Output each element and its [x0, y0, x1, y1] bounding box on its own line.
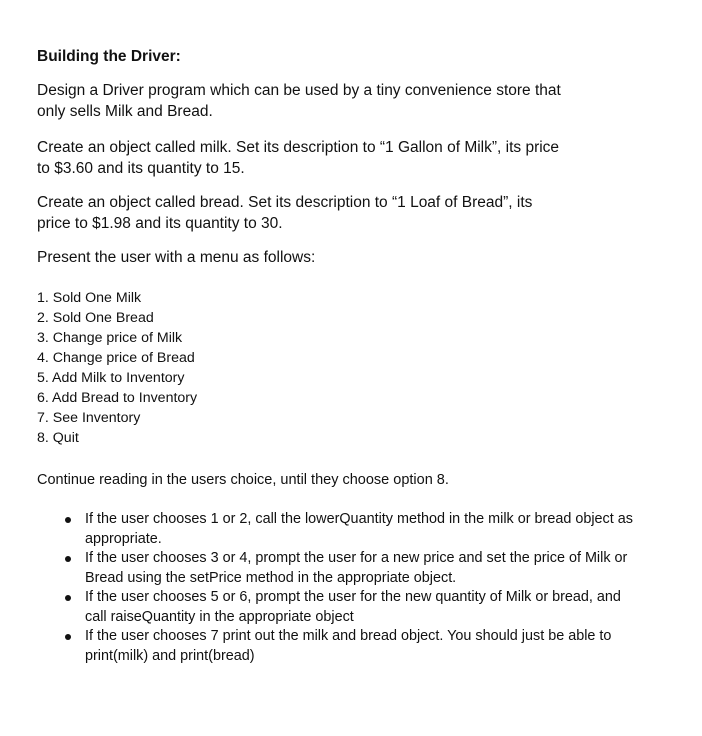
bullet-line: Bread using the setPrice method in the appropriate object. — [85, 569, 457, 586]
bullet-line: appropriate. — [85, 530, 162, 547]
bullet-icon — [65, 634, 71, 640]
bullet-item — [65, 549, 665, 588]
bullet-line: call raiseQuantity in the appropriate object — [85, 608, 354, 625]
menu-item: 4. Change price of Bread — [37, 350, 195, 366]
paragraph-line: Present the user with a menu as follows: — [37, 249, 316, 266]
menu-item: 8. Quit — [37, 430, 79, 446]
milk-paragraph — [37, 137, 637, 179]
bullet-icon — [65, 595, 71, 601]
paragraph-line: to $3.60 and its quantity to 15. — [37, 160, 245, 177]
menu-item: 6. Add Bread to Inventory — [37, 390, 198, 406]
paragraph-line: Create an object called milk. Set its description to “1 Gallon of Milk”, its price — [37, 139, 560, 156]
bullet-icon — [65, 556, 71, 562]
bullet-item — [65, 588, 665, 627]
bullet-item — [65, 627, 665, 666]
paragraph-line: Create an object called bread. Set its description to “1 Loaf of Bread”, its — [37, 194, 533, 211]
menu-item: 7. See Inventory — [37, 410, 141, 426]
bullet-line: If the user chooses 7 print out the milk and bread object. You should just be able to — [85, 628, 612, 644]
bullet-line: If the user chooses 1 or 2, call the lowerQuantity method in the milk or bread object as — [85, 511, 633, 527]
menu-intro-paragraph — [37, 247, 637, 268]
continue-paragraph: Continue reading in the users choice, until they choose option 8. — [37, 472, 449, 488]
intro-paragraph — [37, 80, 637, 122]
bullet-item — [65, 510, 665, 549]
paragraph-line: only sells Milk and Bread. — [37, 103, 213, 120]
bullet-line: If the user chooses 3 or 4, prompt the user for a new price and set the price of Milk or — [85, 550, 628, 566]
instruction-bullet-list — [65, 510, 665, 666]
section-heading: Building the Driver: — [37, 48, 181, 65]
bullet-line: print(milk) and print(bread) — [85, 647, 255, 664]
paragraph-line: Design a Driver program which can be used by a tiny convenience store that — [37, 82, 561, 99]
menu-item: 5. Add Milk to Inventory — [37, 370, 185, 386]
menu-item: 1. Sold One Milk — [37, 290, 142, 306]
menu-item: 3. Change price of Milk — [37, 330, 183, 346]
paragraph-line: price to $1.98 and its quantity to 30. — [37, 215, 283, 232]
bullet-icon — [65, 517, 71, 523]
menu-list — [37, 288, 197, 448]
bread-paragraph — [37, 192, 637, 234]
menu-item: 2. Sold One Bread — [37, 310, 154, 326]
bullet-line: If the user chooses 5 or 6, prompt the user for the new quantity of Milk or bread, and — [85, 589, 621, 605]
